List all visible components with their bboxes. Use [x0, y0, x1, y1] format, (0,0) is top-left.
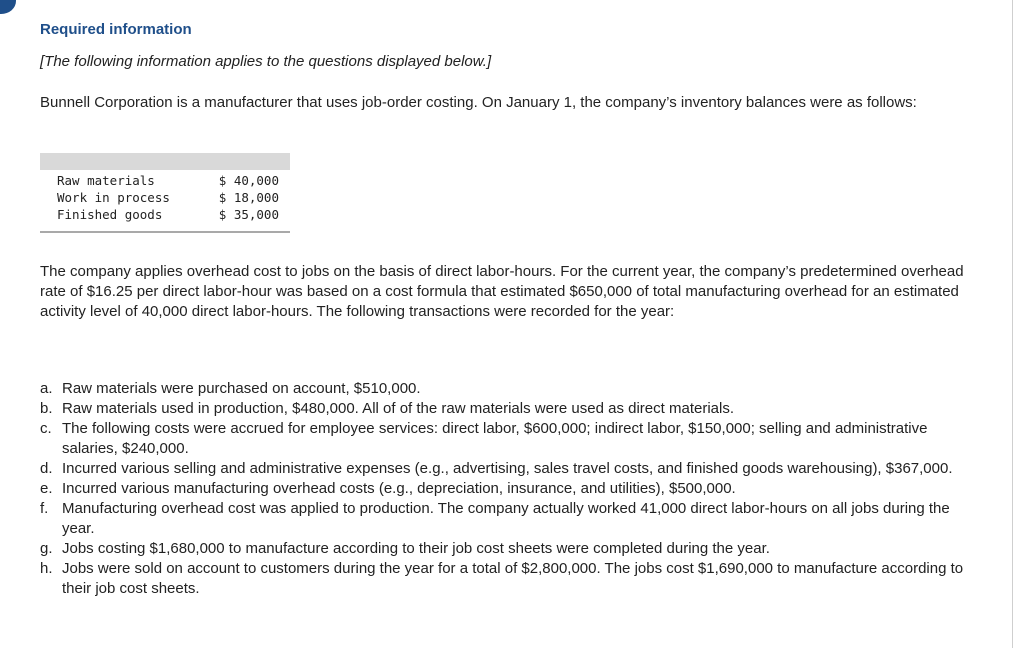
right-border-rule [1012, 0, 1013, 648]
inventory-table-header [40, 153, 290, 170]
transaction-text: Incurred various manufacturing overhead costs (e.g., depreciation, insurance, and utilities), $500,000. [62, 480, 736, 497]
transaction-letter: h. [40, 560, 53, 577]
transaction-item-d [40, 459, 970, 479]
transaction-item-b [40, 399, 970, 419]
transactions-list [40, 379, 970, 599]
transaction-text: Manufacturing overhead cost was applied to production. The company actually worked 41,000 direct labor-hours on all jobs during the year. [62, 500, 950, 537]
inventory-row-raw-materials [40, 172, 290, 189]
transaction-letter: a. [40, 380, 53, 397]
transaction-text: The following costs were accrued for employee services: direct labor, $600,000; indirect labor, $150,000; selling and administrative salaries, $240,000. [62, 420, 928, 457]
corner-badge [0, 0, 16, 14]
transaction-item-f [40, 499, 970, 539]
transaction-item-g [40, 539, 970, 559]
info-note: [The following information applies to the questions displayed below.] [40, 53, 492, 70]
transaction-letter: f. [40, 500, 49, 517]
transaction-letter: b. [40, 400, 53, 417]
transaction-letter: d. [40, 460, 53, 477]
transaction-item-e [40, 479, 970, 499]
inventory-value: $ 18,000 [218, 190, 279, 205]
transaction-text: Incurred various selling and administrative expenses (e.g., advertising, sales travel costs, and finished goods warehousing), $367,000. [62, 460, 953, 477]
inventory-value: $ 40,000 [218, 173, 279, 188]
inventory-label: Raw materials [57, 173, 155, 188]
overhead-paragraph: The company applies overhead cost to jobs on the basis of direct labor-hours. For the current year, the company’s predetermined overhead rate of $16.25 per direct labor-hour was based on a cost formula that estimated $650,000 of total manufacturing overhead for an estimated activity level of 40,000 direct labor-hours. The following transactions were recorded for the year: [40, 263, 964, 320]
inventory-label: Work in process [57, 190, 170, 205]
transaction-letter: g. [40, 540, 53, 557]
transaction-text: Raw materials used in production, $480,000. All of of the raw materials were used as direct materials. [62, 400, 734, 417]
intro-paragraph: Bunnell Corporation is a manufacturer that uses job-order costing. On January 1, the company’s inventory balances were as follows: [40, 94, 917, 111]
inventory-table-body [40, 170, 290, 231]
transaction-item-a [40, 379, 970, 399]
transaction-text: Jobs were sold on account to customers during the year for a total of $2,800,000. The jobs cost $1,690,000 to manufacture according to their job cost sheets. [62, 560, 964, 597]
transaction-item-c [40, 419, 970, 459]
section-heading: Required information [40, 21, 192, 38]
transaction-text: Raw materials were purchased on account, $510,000. [62, 380, 421, 397]
inventory-row-work-in-process [40, 189, 290, 206]
transaction-letter: c. [40, 420, 52, 437]
inventory-table-footer-rule [40, 231, 290, 233]
inventory-row-finished-goods [40, 206, 290, 223]
transaction-text: Jobs costing $1,680,000 to manufacture according to their job cost sheets were completed during the year. [62, 540, 770, 557]
transaction-item-h [40, 559, 970, 599]
inventory-table [40, 153, 290, 233]
inventory-label: Finished goods [57, 207, 163, 222]
inventory-value: $ 35,000 [218, 207, 279, 222]
transaction-letter: e. [40, 480, 53, 497]
